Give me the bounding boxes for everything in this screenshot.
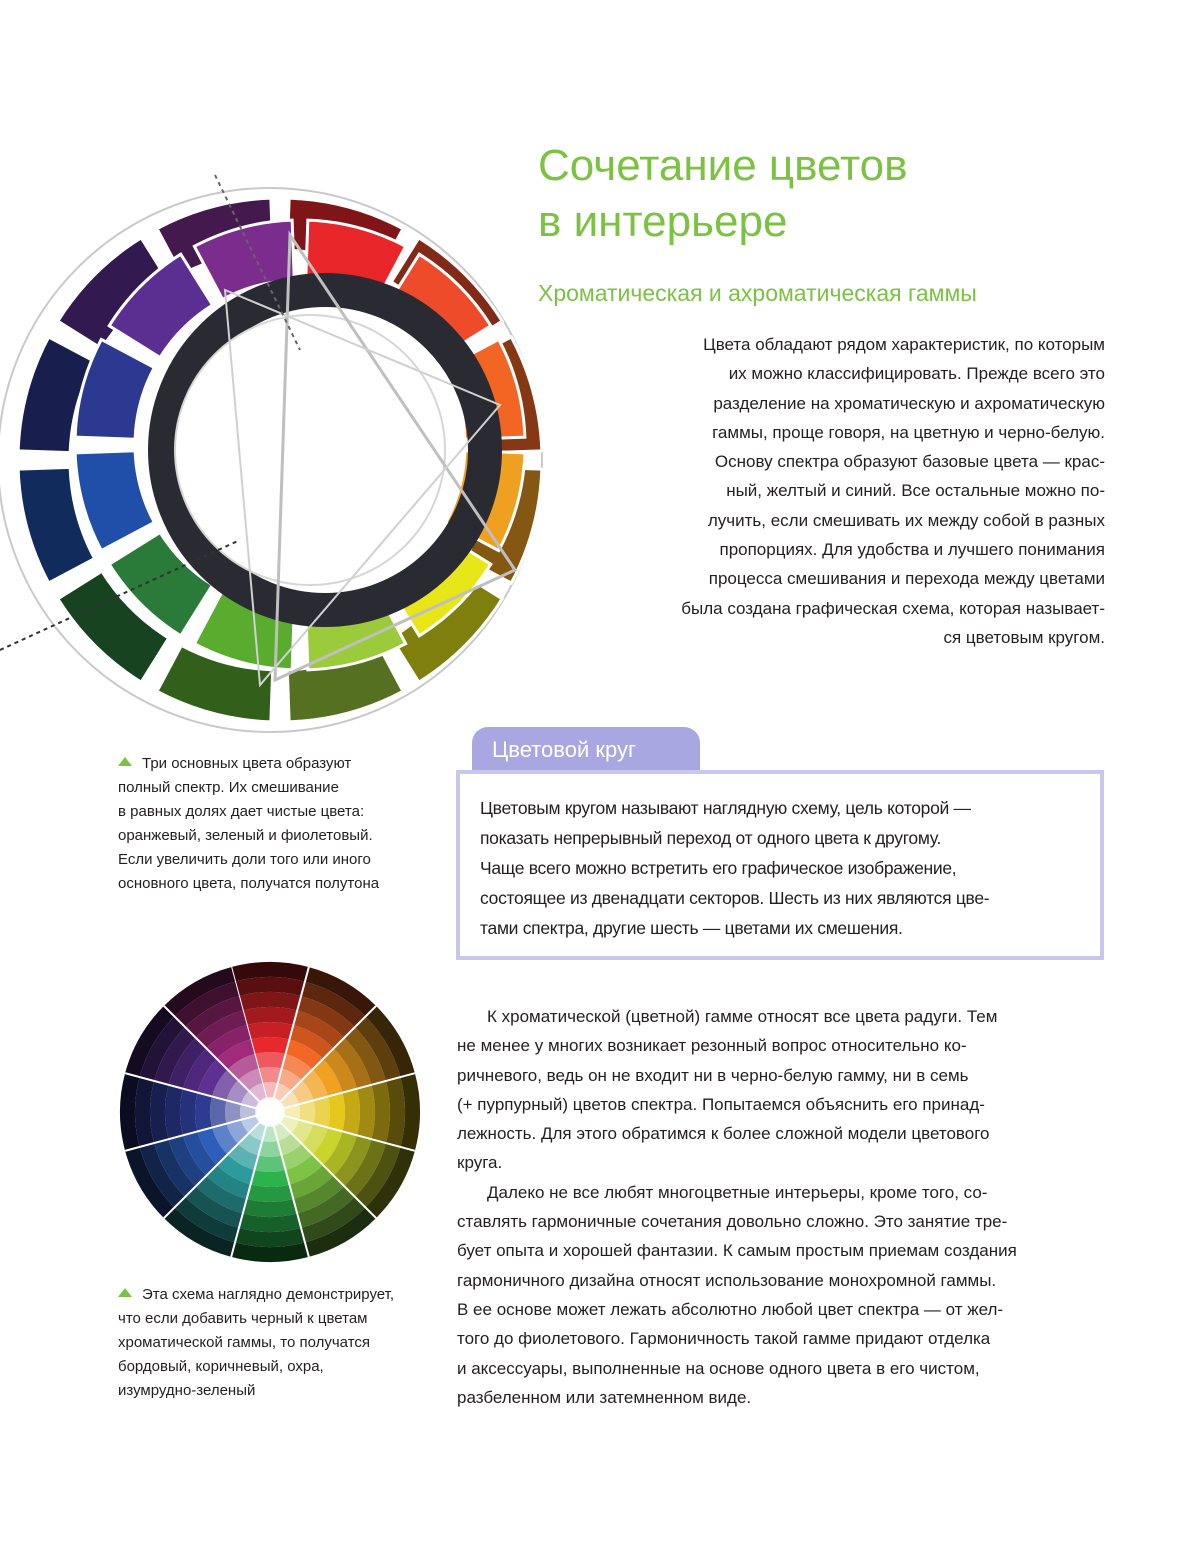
radial-wheel-cell bbox=[254, 1155, 285, 1172]
caption-line: в равных долях дает чистые цвета: bbox=[118, 803, 365, 820]
text-line: ставлять гармоничные сочетания довольно сложно. Это занятие тре- bbox=[457, 1212, 1008, 1232]
radial-wheel-cell bbox=[195, 1093, 212, 1132]
radial-wheel-cell bbox=[342, 1089, 360, 1136]
radial-wheel-cell bbox=[180, 1089, 198, 1136]
radial-wheel-cell bbox=[251, 1170, 290, 1187]
triangle-bullet-icon bbox=[118, 1288, 132, 1297]
text-line: круга. bbox=[457, 1153, 503, 1173]
text-line: гармоничного дизайна относят использование монохромной гаммы. bbox=[457, 1270, 997, 1290]
caption-line: основного цвета, получатся полутона bbox=[118, 875, 380, 892]
page-title bbox=[538, 138, 1098, 250]
radial-wheel-cell bbox=[313, 1096, 330, 1127]
caption-text: Три основных цвета образуют bbox=[142, 755, 352, 772]
radial-wheel-cell bbox=[254, 1052, 285, 1069]
text-line: лежность. Для этого обратимся к более сложной модели цветового bbox=[457, 1124, 990, 1144]
text-line: пропорциях. Для удобства и лучшего понимания bbox=[719, 540, 1105, 560]
caption-line: оранжевый, зеленый и фиолетовый. bbox=[118, 827, 373, 844]
title-line: Сочетание цветов bbox=[538, 141, 908, 190]
text-line: Основу спектра образуют базовые цвета — крас- bbox=[714, 452, 1105, 472]
caption-line bbox=[118, 1283, 448, 1307]
caption-line: что если добавить черный к цветам bbox=[118, 1310, 368, 1327]
intro-paragraph bbox=[560, 330, 1105, 652]
text-line: разбеленном или затемненном виде. bbox=[457, 1387, 752, 1407]
title-line: в интерьере bbox=[538, 197, 788, 246]
radial-wheel-cell bbox=[251, 1037, 290, 1054]
text-line: ный, желтый и синий. Все остальные можно по- bbox=[726, 481, 1105, 501]
caption-line: полный спектр. Их смешивание bbox=[118, 779, 339, 796]
radial-color-wheel-illustration bbox=[110, 952, 430, 1272]
figure-caption-bottom bbox=[118, 1283, 448, 1403]
caption-line: бордовый, коричневый, охра, bbox=[118, 1358, 324, 1375]
radial-wheel-cell bbox=[247, 1022, 294, 1040]
text-line: гаммы, проще говоря, на цветную и черно-белую. bbox=[712, 422, 1105, 442]
inner-circle bbox=[175, 315, 445, 585]
text-line: Чаще всего можно встретить его графическое изображение, bbox=[480, 858, 957, 878]
text-line: показать непрерывный переход от одного цвета к другому. bbox=[480, 828, 942, 848]
text-line: была создана графическая схема, которая называет- bbox=[681, 598, 1105, 618]
text-line: ричневого, ведь он не входит ни в черно-белую гамму, ни в семь bbox=[457, 1065, 969, 1085]
segmented-color-wheel-illustration bbox=[0, 150, 600, 750]
text-line: бует опыта и хорошей фантазии. К самым простым приемам создания bbox=[457, 1241, 1017, 1261]
caption-line: Если увеличить доли того или иного bbox=[118, 851, 371, 868]
text-line: ся цветовым кругом. bbox=[943, 627, 1105, 647]
caption-line: хроматической гаммы, то получатся bbox=[118, 1334, 371, 1351]
text-line: разделение на хроматическую и ахроматическую bbox=[713, 393, 1105, 413]
radial-wheel-cell bbox=[328, 1093, 345, 1132]
radial-wheel-cell bbox=[247, 1184, 294, 1202]
text-line: В ее основе может лежать абсолютно любой цвет спектра — от жел- bbox=[457, 1299, 1004, 1319]
text-line: Далеко не все любят многоцветные интерьеры, кроме того, со- bbox=[487, 1182, 988, 1202]
text-line: их можно классифицировать. Прежде всего это bbox=[728, 364, 1105, 384]
wheel-segment bbox=[75, 339, 154, 439]
radial-center bbox=[256, 1098, 284, 1126]
text-line: не менее у многих возникает резонный вопрос относительно ко- bbox=[457, 1036, 967, 1056]
triangle-bullet-icon bbox=[118, 757, 132, 766]
caption-line bbox=[118, 752, 448, 776]
section-subtitle: Хроматическая и ахроматическая гаммы bbox=[538, 280, 977, 306]
body-text bbox=[457, 1002, 1105, 1412]
text-line: тами спектра, другие шесть — цветами их смешения. bbox=[480, 918, 903, 938]
text-line: и аксессуары, выполненные на основе одного цвета в его чистом, bbox=[457, 1358, 980, 1378]
text-line: лучить, если смешивать их между собой в разных bbox=[707, 510, 1105, 530]
text-line: К хроматической (цветной) гамме относят все цвета радуги. Тем bbox=[487, 1007, 998, 1026]
text-line: Цвета обладают рядом характеристик, по которым bbox=[703, 335, 1105, 354]
caption-text: Эта схема наглядно демонстрирует, bbox=[142, 1286, 395, 1303]
sidebar-text bbox=[480, 793, 1090, 943]
text-line: (+ пурпурный) цветов спектра. Попытаемся объяснить его принад- bbox=[457, 1094, 985, 1114]
text-line: процесса смешивания и перехода между цветами bbox=[708, 569, 1105, 589]
text-line: состоящее из двенадцати секторов. Шесть из них являются цве- bbox=[480, 888, 990, 908]
figure-caption-top bbox=[118, 752, 448, 896]
sidebar-tab-label: Цветовой круг bbox=[472, 727, 700, 773]
radial-wheel-cell bbox=[210, 1096, 227, 1127]
wheel-segment bbox=[75, 451, 154, 551]
text-line: Цветовым кругом называют наглядную схему, цель которой — bbox=[480, 798, 971, 818]
text-line: того до фиолетового. Гармоничность такой гамме придают отделка bbox=[457, 1329, 991, 1349]
caption-line: изумрудно-зеленый bbox=[118, 1382, 256, 1399]
